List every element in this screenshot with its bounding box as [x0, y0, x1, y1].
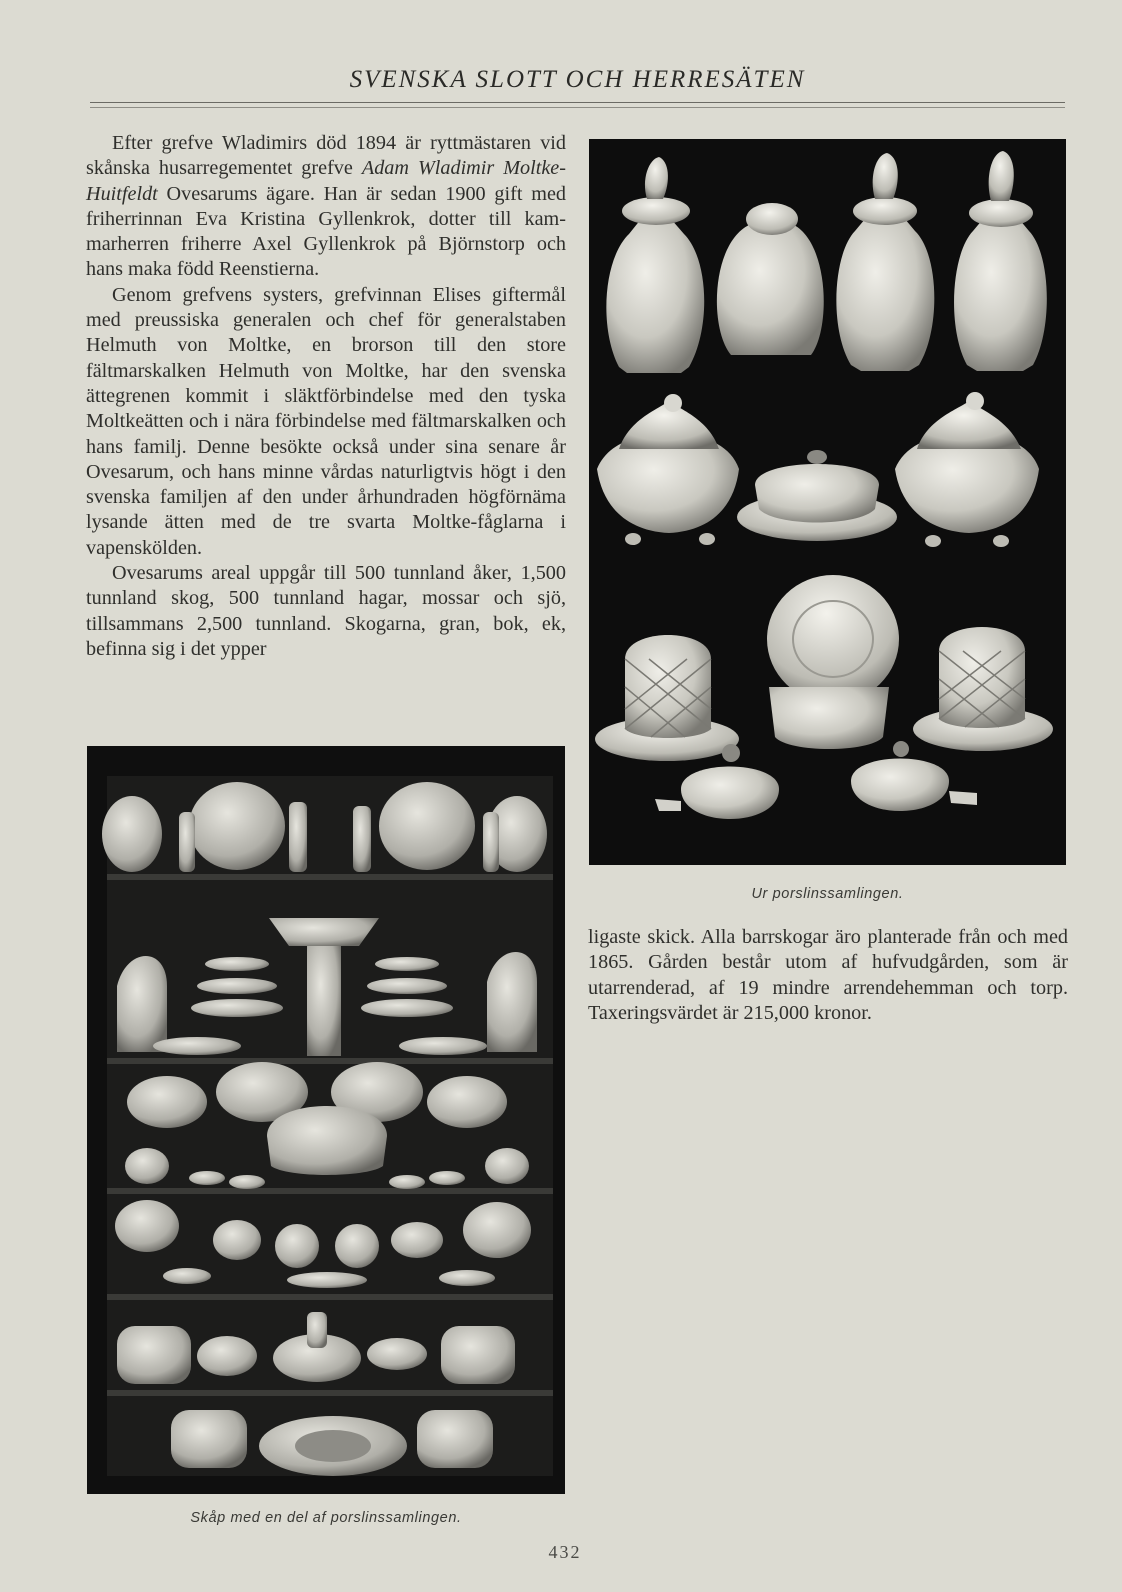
- bowl-center: [769, 687, 889, 749]
- shelf-6-items: [171, 1410, 493, 1476]
- paragraph-2: Genom grefvens systers, grefvinnan Elises giftermål med preussiska generalen och chef för generalstaben Helmuth von Moltke, en brorson till den store fältmarskalken Helmuth von Moltke, har den svenska ättegrenen kommit i släktförbindelse med den tyska Moltkeätten och i nära förbindelse med fältmarskalken och hans familj. Denne besökte också under sina senare år Ovesarum, och hans minne vårdas naturligtvis högt i den svenska familjen af den under århundraden högförnäma lysande ätten med de tre svarta Moltke-fåglarna i vapenskölden.: [86, 283, 566, 559]
- header-rule-thin: [90, 107, 1065, 108]
- porcelain-photo: [589, 139, 1066, 865]
- porcelain-illustration: [589, 139, 1066, 865]
- cabinet-illustration: [87, 746, 565, 1494]
- running-header: SVENSKA SLOTT OCH HERRESÄTEN: [349, 66, 806, 93]
- left-text-column: [86, 131, 566, 662]
- figure-caption-right: Ur porslinssamlingen.: [751, 886, 904, 902]
- paragraph-continued: ligaste skick. Alla barrskogar äro planterade från och med 1865. Gården består utom af hufvudgården, som är utarrenderad, af 19 mindre arrendehemman och torp. Taxeringsvärdet är 215,000 kronor.: [588, 926, 1068, 1024]
- page-number: 432: [548, 1542, 582, 1562]
- figure-caption-left: Skåp med en del af porslinssamlingen.: [190, 1510, 462, 1526]
- paragraph-3: Ovesarums areal uppgår till 500 tunnland åker, 1,500 tunnland skog, 500 tunnland hagar, mossar och sjö, tillsammans 2,500 tunnland. Skogarna, gran, bok, ek, befinna sig i det ypper: [86, 562, 566, 660]
- paragraph-1: Efter grefve Wladimirs död 1894 är ryttmästaren vid skånska husarregementet grefve Adam Wladimir Moltke-Huitfeldt Ovesarums ägare. Han är sedan 1900 gift med friherrinnan Eva Kristina Gyllenkrok, dotter till kammarherren friherre Axel Gyllenkrok på Björnstorp och hans maka född Reenstierna.: [86, 132, 566, 281]
- person-name: Adam Wladimir Moltke-Huitfeldt: [86, 157, 566, 205]
- right-text-column: [588, 925, 1068, 1026]
- header-rule: [90, 102, 1065, 103]
- plate-center: [767, 575, 899, 703]
- cabinet-photo: [87, 746, 565, 1494]
